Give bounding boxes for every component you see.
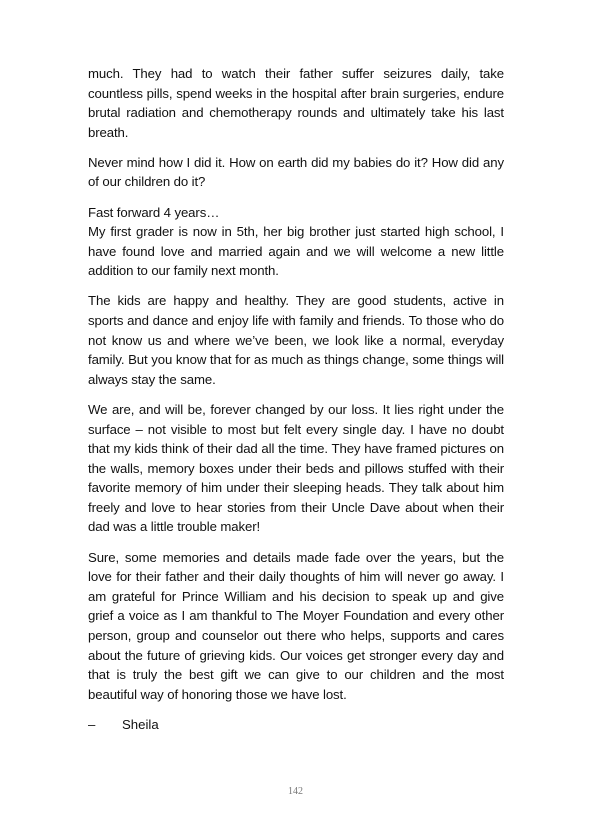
paragraph-memories: Sure, some memories and details made fade over the years, but the love for their father and their daily thoughts of him will never go away. I am grateful for Prince William and his decision to speak up and give grief a voice as I am thankful to The Moyer Foundation and every other person, group and counselor out there who helps, supports and cares about the future of grieving kids. Our voices get stronger every day and that is truly the best gift we can give to our children and the most beautiful way of honoring those we have lost. bbox=[88, 549, 504, 702]
paragraph-kids-happy: The kids are happy and healthy. They are good students, active in sports and dance and enjoy life with family and friends. To those who do not know us and where we’ve been, we look like a normal, everyday family. But you know that for as much as things change, some things will always stay the same. bbox=[88, 293, 504, 387]
paragraph-forever-changed: We are, and will be, forever changed by our loss. It lies right under the surface – not visible to most but felt every single day. I have no doubt that my kids think of their dad all the time. They have framed pictures on the walls, memory boxes under their beds and pillows stuffed with their favorite memory of him under their sleeping heads. They talk about him freely and love to hear stories from their Uncle Dave about when their dad was a little trouble maker! bbox=[88, 401, 504, 535]
paragraph-hospital: much. They had to watch their father suffer seizures daily, take countless pills, spend weeks in the hospital after brain surgeries, endure brutal radiation and chemotherapy rounds and ultimately take his last breath. bbox=[88, 66, 504, 140]
fast-forward-heading: Fast forward 4 years… bbox=[88, 204, 220, 220]
document-page-body bbox=[88, 64, 504, 734]
page-number: 142 bbox=[288, 786, 303, 797]
signoff bbox=[88, 715, 504, 735]
fast-forward-body: My first grader is now in 5th, her big brother just started high school, I have found love and married again and we will welcome a new little addition to our family next month. bbox=[88, 224, 504, 279]
paragraph-fast-forward bbox=[88, 203, 504, 281]
signoff-name: Sheila bbox=[122, 716, 159, 732]
signoff-dash: – bbox=[88, 716, 96, 732]
paragraph-never-mind: Never mind how I did it. How on earth did my babies do it? How did any of our children do it? bbox=[88, 154, 504, 190]
